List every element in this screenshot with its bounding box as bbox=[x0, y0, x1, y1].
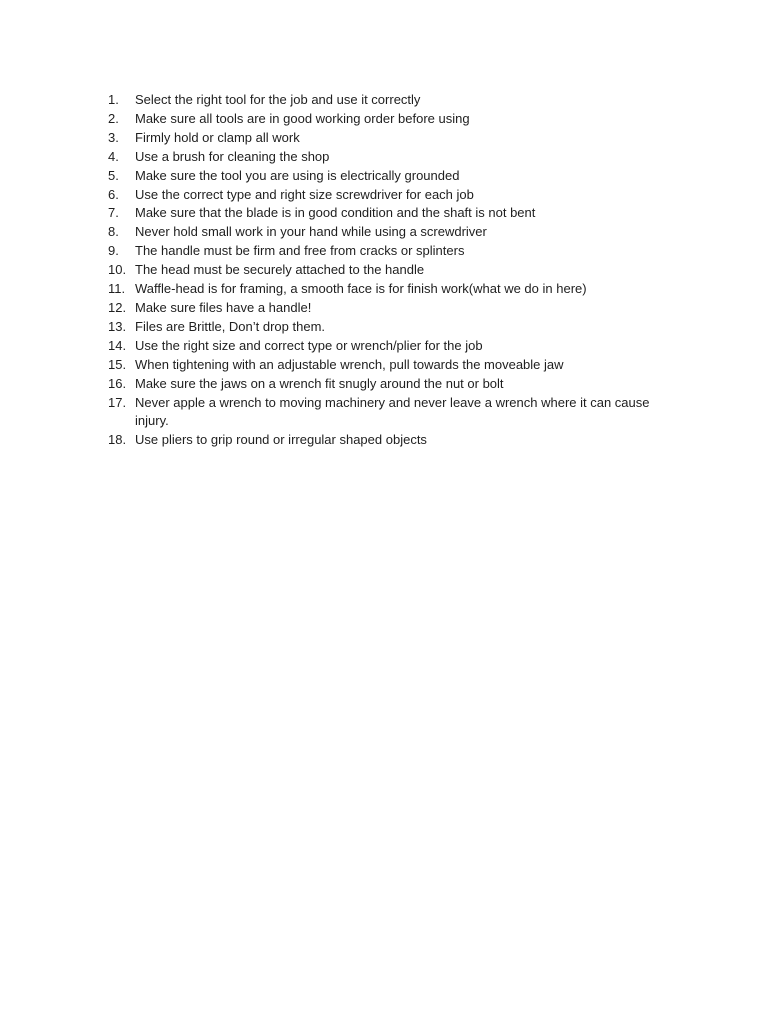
list-item bbox=[108, 110, 668, 129]
item-text: Use the right size and correct type or wrench/plier for the job bbox=[135, 337, 483, 353]
item-number: 15. bbox=[108, 356, 127, 372]
list-item bbox=[108, 223, 668, 242]
list-item bbox=[108, 337, 668, 356]
list-item bbox=[108, 242, 668, 261]
item-number: 11. bbox=[108, 281, 126, 297]
list-item bbox=[108, 129, 668, 148]
item-text: Make sure all tools are in good working order before using bbox=[135, 110, 470, 126]
item-number: 4. bbox=[108, 148, 119, 164]
item-text: When tightening with an adjustable wrench, pull towards the moveable jaw bbox=[135, 356, 564, 372]
item-text: The handle must be firm and free from cracks or splinters bbox=[135, 243, 465, 259]
item-text: Files are Brittle, Don’t drop them. bbox=[135, 318, 326, 334]
item-number: 3. bbox=[108, 129, 119, 145]
item-number: 16. bbox=[108, 375, 127, 391]
item-text: Firmly hold or clamp all work bbox=[135, 129, 300, 145]
item-number: 5. bbox=[108, 167, 119, 183]
item-number: 8. bbox=[108, 224, 119, 240]
item-text: Use pliers to grip round or irregular shaped objects bbox=[135, 432, 427, 448]
item-text: Never hold small work in your hand while using a screwdriver bbox=[135, 224, 487, 240]
list-item bbox=[108, 167, 668, 186]
list-item bbox=[108, 394, 668, 432]
list-item bbox=[108, 431, 668, 450]
item-text: Waffle-head is for framing, a smooth face is for finish work(what we do in here) bbox=[135, 281, 587, 297]
item-text: Never apple a wrench to moving machinery and never leave a wrench where it can cause injury. bbox=[135, 394, 650, 429]
item-text: Make sure the jaws on a wrench fit snugly around the nut or bolt bbox=[135, 375, 504, 391]
item-number: 10. bbox=[108, 262, 127, 278]
item-text: Make sure the tool you are using is electrically grounded bbox=[135, 167, 460, 183]
item-number: 14. bbox=[108, 337, 127, 353]
item-text: The head must be securely attached to the handle bbox=[135, 262, 425, 278]
item-number: 9. bbox=[108, 243, 119, 259]
list-item bbox=[108, 186, 668, 205]
item-number: 12. bbox=[108, 299, 127, 315]
safety-rules-list bbox=[108, 91, 668, 450]
list-item bbox=[108, 148, 668, 167]
item-number: 7. bbox=[108, 205, 119, 221]
item-number: 1. bbox=[108, 92, 119, 107]
item-number: 13. bbox=[108, 318, 127, 334]
list-item bbox=[108, 204, 668, 223]
item-number: 2. bbox=[108, 110, 119, 126]
item-text: Select the right tool for the job and use it correctly bbox=[135, 92, 421, 107]
item-text: Use the correct type and right size screwdriver for each job bbox=[135, 186, 474, 202]
item-number: 18. bbox=[108, 432, 127, 448]
list-item bbox=[108, 261, 668, 280]
item-text: Use a brush for cleaning the shop bbox=[135, 148, 330, 164]
list-item bbox=[108, 280, 668, 299]
item-number: 6. bbox=[108, 186, 119, 202]
list-item bbox=[108, 91, 668, 110]
list-item bbox=[108, 356, 668, 375]
item-number: 17. bbox=[108, 394, 127, 410]
list-item bbox=[108, 375, 668, 394]
item-text: Make sure files have a handle! bbox=[135, 299, 312, 315]
list-item bbox=[108, 299, 668, 318]
list-item bbox=[108, 318, 668, 337]
item-text: Make sure that the blade is in good condition and the shaft is not bent bbox=[135, 205, 536, 221]
